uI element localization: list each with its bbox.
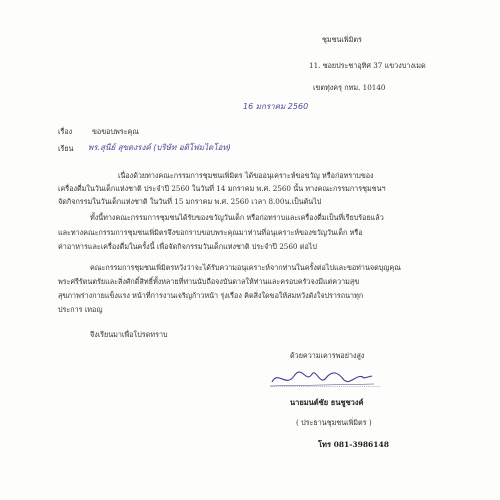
date-handwritten: 16 มกราคม 2560 (243, 102, 309, 111)
phone-number: โทร 081-3986148 (318, 440, 389, 449)
paragraph-line: เนื่องด้วยทางคณะกรรมการชุมชนเพิ่มิตร ได้ขออนุเคราะห์ขอขวัญ หรือก่อทราบของ (118, 171, 374, 180)
sender-line-1: ชุมชนเพิ่มิตร (322, 35, 362, 44)
to-label: เรียน (58, 144, 74, 153)
sender-line-3: เขตทุ่งครุ กทม. 10140 (313, 83, 386, 92)
to-handwritten: พร.สุนีย์ สุขดงรงค์ (บริษัท อติโฟมไดโอท) (88, 143, 231, 152)
closing-request: จึงเรียนมาเพื่อโปรดทราบ (90, 330, 168, 339)
subject-text: ขอขอบพระคุณ (92, 127, 139, 136)
paragraph-line: คณะกรรมการชุมชนเพิ่มิตรหวังว่าจะได้รับความอนุเคราะห์จากท่านในครั้งต่อไปและขอท่านจดบุญคุณ (90, 263, 401, 272)
paragraph-line: สุขภาพร่างกายแข็งแรง หน้าที่การงานเจริญก้าวหน้า รุ่งเรือง คิดสิ่งใดขอให้สมหวังดังใจปรารถนาทุก (58, 291, 364, 300)
paragraph-line: เครื่องดื่มในวันเด็กแห่งชาติ ประจำปี 2560 ในวันที่ 14 มกราคม พ.ศ. 2560 นั้น ทางคณะกรรมการชุมชนฯ (58, 184, 386, 193)
paragraph-line: ทั้งนี้ทางคณะกรรมการชุมชนได้รับของขวัญวันเด็ก หรือก่อทราบและเครื่องดื่มเป็นที่เรียบร้อยแล้ว (90, 213, 384, 222)
sender-line-2: 11. ซอยประชาอุทิศ 37 แขวงบางเมด (309, 61, 426, 70)
paragraph-line: ประการ เทอญ (58, 305, 103, 314)
paragraph-line: จัดกิจกรรมในวันเด็กแห่งชาติ ในวันที่ 15 มกราคม พ.ศ. 2560 เวลา 8.00น.เป็นต้นไป (58, 197, 322, 206)
paragraph-line: ค่าอาหารและเครื่องดื่มในครั้งนี้ เพื่อจัดกิจกรรมวันเด็กแห่งชาติ ประจำปี 2560 ต่อไป (58, 242, 317, 251)
subject-label: เรื่อง (58, 127, 73, 136)
signer-name: นายมนต์ชัย ธนชูชวงค์ (290, 398, 364, 407)
paragraph-line: พระศรีรัตนตรัยและสิ่งศักดิ์สิทธิ์ทั้งหลายที่ท่านนับถือจงบันดาลให้ท่านและครอบครัวจงมีแต่ความสุข (58, 277, 360, 286)
closing: ด้วยความเคารพอย่างสูง (290, 351, 365, 360)
letter-page: ชุมชนเพิ่มิตร 11. ซอยประชาอุทิศ 37 แขวงบางเมด เขตทุ่งครุ กทม. 10140 16 มกราคม 2560 เรื่อง ขอขอบพระคุณ เรียน พร.สุนีย์ สุขดงรงค์ (บริษัท อติโฟมไดโอท) เนื่องด้วยทางคณะกรรมการชุมชนเพิ่มิตร ได้ขออนุเคราะห์ขอขวัญ หรือก่อทราบของ เครื่องดื่มในวันเด็กแห่งชาติ ประจำปี 2560 ในวันที่ 14 มกราคม พ.ศ. 2560 นั้น ทางคณะกรรมการชุมชนฯ จัดกิจกรรมในวันเด็กแห่งชาติ ในวันที่ 15 มกราคม พ.ศ. 2560 เวลา 8.00น.เป็นต้นไป ทั้งนี้ทางคณะกรรมการชุมชนได้รับของขวัญวันเด็ก หรือก่อทราบและเครื่องดื่มเป็นที่เรียบร้อยแล้ว และทางคณะกรรมการชุมชนเพิ่มิตรจึงขอกราบขอบพระคุณมาท่านที่อนุเคราะห์ของขวัญวันเด็ก หรือ ค่าอาหารและเครื่องดื่มในครั้งนี้ เพื่อจัดกิจกรรมวันเด็กแห่งชาติ ประจำปี 2560 ต่อไป คณะกรรมการชุมชนเพิ่มิตรหวังว่าจะได้รับความอนุเคราะห์จากท่านในครั้งต่อไปและขอท่านจดบุญคุณ พระศรีรัตนตรัยและสิ่งศักดิ์สิทธิ์ทั้งหลายที่ท่านนับถือจงบันดาลให้ท่านและครอบครัวจงมีแต่ความสุข สุขภาพร่างกายแข็งแรง หน้าที่การงานเจริญก้าวหน้า รุ่งเรือง คิดสิ่งใดขอให้สมหวังดังใจปรารถนาทุก ประการ เทอญ จึงเรียนมาเพื่อโปรดทราบ ด้วยความเคารพอย่างสูง .......................................................... นายมนต์ชัย ธนชูชวงค์ ( ประธานชุมชนเพิ่มิตร ) โทร 081-3986148 (0, 0, 500, 500)
signer-title: ( ประธานชุมชนเพิ่มิตร ) (296, 418, 372, 427)
paragraph-line: และทางคณะกรรมการชุมชนเพิ่มิตรจึงขอกราบขอบพระคุณมาท่านที่อนุเคราะห์ของขวัญวันเด็ก หรือ (58, 228, 363, 237)
